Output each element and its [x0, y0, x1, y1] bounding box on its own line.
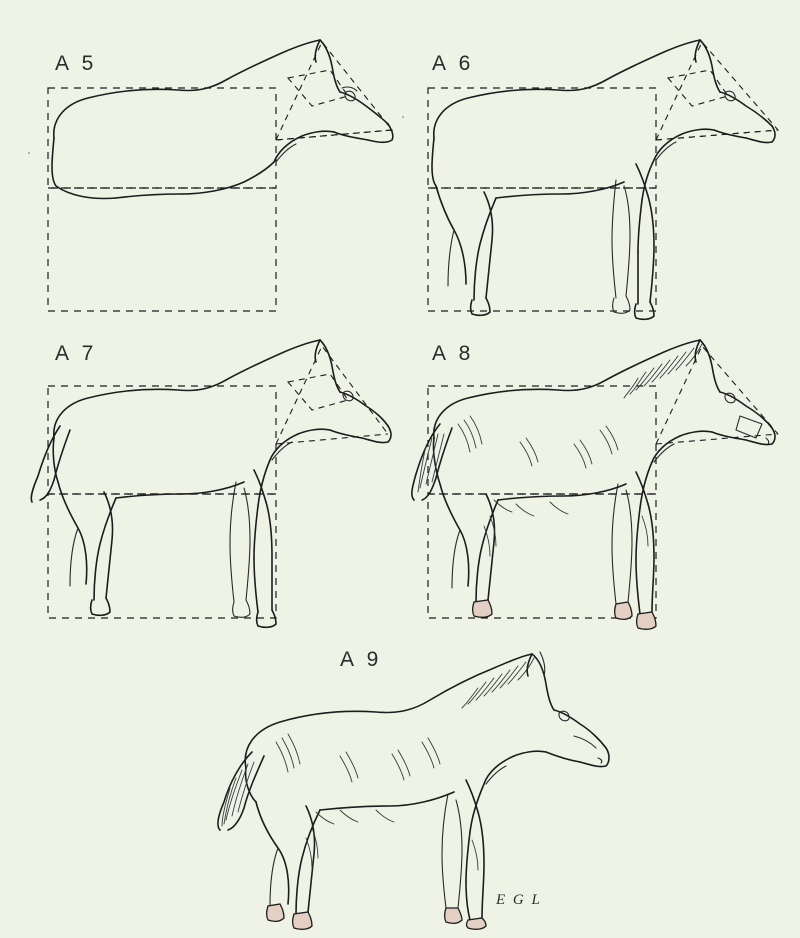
panel-a8-drawing	[410, 330, 790, 630]
panel-a9-drawing	[200, 630, 620, 930]
far-foreleg-rear	[244, 488, 250, 600]
hindleg-hoof	[293, 912, 313, 929]
far-foreleg-rear	[626, 490, 632, 602]
hindleg-front-edge	[476, 500, 498, 602]
panel-a7-drawing	[30, 330, 410, 630]
face-topline	[720, 392, 772, 428]
foreleg-cannon	[254, 558, 258, 612]
muzzle-front	[368, 124, 393, 142]
jaw-line	[514, 751, 546, 756]
face-topline	[554, 710, 606, 748]
far-hindleg-front	[436, 186, 466, 284]
far-hindleg-rear	[452, 530, 460, 588]
hindleg-rear-edge	[306, 806, 315, 912]
panel-label-a9: A 9	[340, 648, 383, 671]
neck-front-upper	[700, 40, 720, 92]
far-hindleg-rear	[70, 528, 78, 586]
nostril	[598, 758, 602, 763]
guide-lower-rectangle	[48, 494, 276, 618]
far-hindleg-front	[58, 482, 87, 584]
jaw-line	[680, 431, 712, 436]
body-hatching	[276, 734, 478, 870]
foreleg-hoof	[467, 918, 487, 929]
hindleg-hoof	[473, 600, 493, 617]
panel-label-a8: A 8	[432, 342, 475, 365]
muzzle-underline	[714, 130, 746, 138]
foreleg-front-edge	[636, 508, 640, 560]
belly-line	[496, 182, 624, 198]
far-foreleg-rear	[624, 186, 630, 296]
foreleg-rear-edge	[648, 196, 654, 302]
muzzle-front	[580, 748, 609, 767]
guide-head-plane	[288, 374, 348, 410]
guide-head-wedge	[276, 42, 392, 140]
paper-speck	[28, 152, 30, 154]
foreleg-cannon	[636, 560, 640, 614]
far-hindleg-rear	[270, 848, 278, 906]
far-foreleg-front	[442, 794, 448, 908]
belly-line	[116, 194, 182, 198]
muzzle-front	[746, 126, 775, 143]
panel-a5	[30, 20, 410, 330]
far-foreleg-front	[612, 180, 616, 298]
ear	[695, 40, 700, 62]
panel-label-a6: A 6	[432, 52, 475, 75]
artist-signature: E G L	[496, 892, 542, 908]
guide-head-plane	[288, 70, 348, 106]
cheekbone	[736, 416, 762, 438]
foreleg-hoof	[637, 612, 657, 629]
far-foreleg-hoof	[615, 602, 633, 619]
guide-upper-rectangle	[48, 88, 276, 188]
foreleg-shoulder	[466, 780, 478, 812]
guide-lower-rectangle	[428, 494, 656, 618]
muzzle-underline	[334, 132, 368, 140]
jaw-line	[298, 429, 330, 434]
hindquarter-rear	[52, 138, 116, 199]
far-foreleg-front	[230, 482, 236, 602]
tail-outer	[31, 426, 60, 502]
guide-head-base	[276, 434, 388, 444]
far-foreleg-front	[612, 484, 618, 604]
hindleg-front-edge	[474, 198, 496, 300]
foreleg-rear-edge	[478, 812, 484, 918]
panel-label-a5: A 5	[55, 52, 98, 75]
paper-speck	[402, 116, 404, 118]
belly-line	[116, 482, 244, 498]
ear	[315, 40, 320, 62]
guide-upper-rectangle	[428, 88, 656, 188]
neck-front-upper	[320, 40, 340, 92]
foreleg-hoof	[257, 610, 277, 627]
muzzle-underline	[546, 752, 580, 762]
face-topline	[720, 92, 772, 126]
neck-underline-to-chest	[182, 162, 274, 194]
panel-label-a7: A 7	[55, 342, 98, 365]
belly-line	[498, 484, 626, 500]
foreleg-rear-edge	[648, 504, 654, 612]
foreleg-cannon	[466, 882, 470, 920]
guide-head-wedge	[656, 42, 778, 140]
hindquarter-rear	[432, 138, 436, 186]
far-hindleg-front	[440, 484, 469, 586]
guide-head-wedge	[276, 346, 388, 444]
foreleg-front-edge	[254, 506, 258, 558]
face-topline	[340, 392, 388, 426]
far-foreleg-hoof	[233, 600, 251, 617]
foreleg-front-edge	[466, 832, 470, 882]
far-hindleg-hoof	[267, 904, 285, 921]
jaw-line	[302, 131, 334, 136]
cheekbone	[574, 736, 596, 748]
hindleg-hoof	[471, 298, 491, 315]
muzzle-underline	[712, 432, 746, 440]
panel-a9	[200, 630, 620, 930]
hindleg-front-edge	[296, 810, 320, 914]
foreleg-front-edge	[638, 200, 642, 252]
guide-upper-rectangle	[428, 386, 656, 494]
far-hindleg-front	[256, 802, 289, 904]
neck-front-upper	[532, 654, 554, 710]
panel-a8	[410, 330, 790, 630]
face-topline	[340, 92, 388, 124]
guide-head-plane	[668, 70, 728, 106]
panel-a7	[30, 330, 410, 630]
far-foreleg-rear	[456, 800, 462, 908]
belly-line	[320, 792, 454, 810]
jaw-line	[682, 129, 714, 134]
muzzle-underline	[330, 430, 362, 438]
guide-lower-rectangle	[48, 188, 276, 311]
hindleg-hoof	[91, 598, 111, 615]
panel-a6	[410, 20, 790, 330]
hindleg-front-edge	[94, 498, 116, 600]
guide-upper-rectangle	[48, 386, 276, 494]
nostril	[766, 438, 769, 444]
far-hindleg-rear	[448, 230, 454, 286]
foreleg-rear-edge	[266, 502, 272, 610]
far-foreleg-hoof	[445, 908, 463, 923]
